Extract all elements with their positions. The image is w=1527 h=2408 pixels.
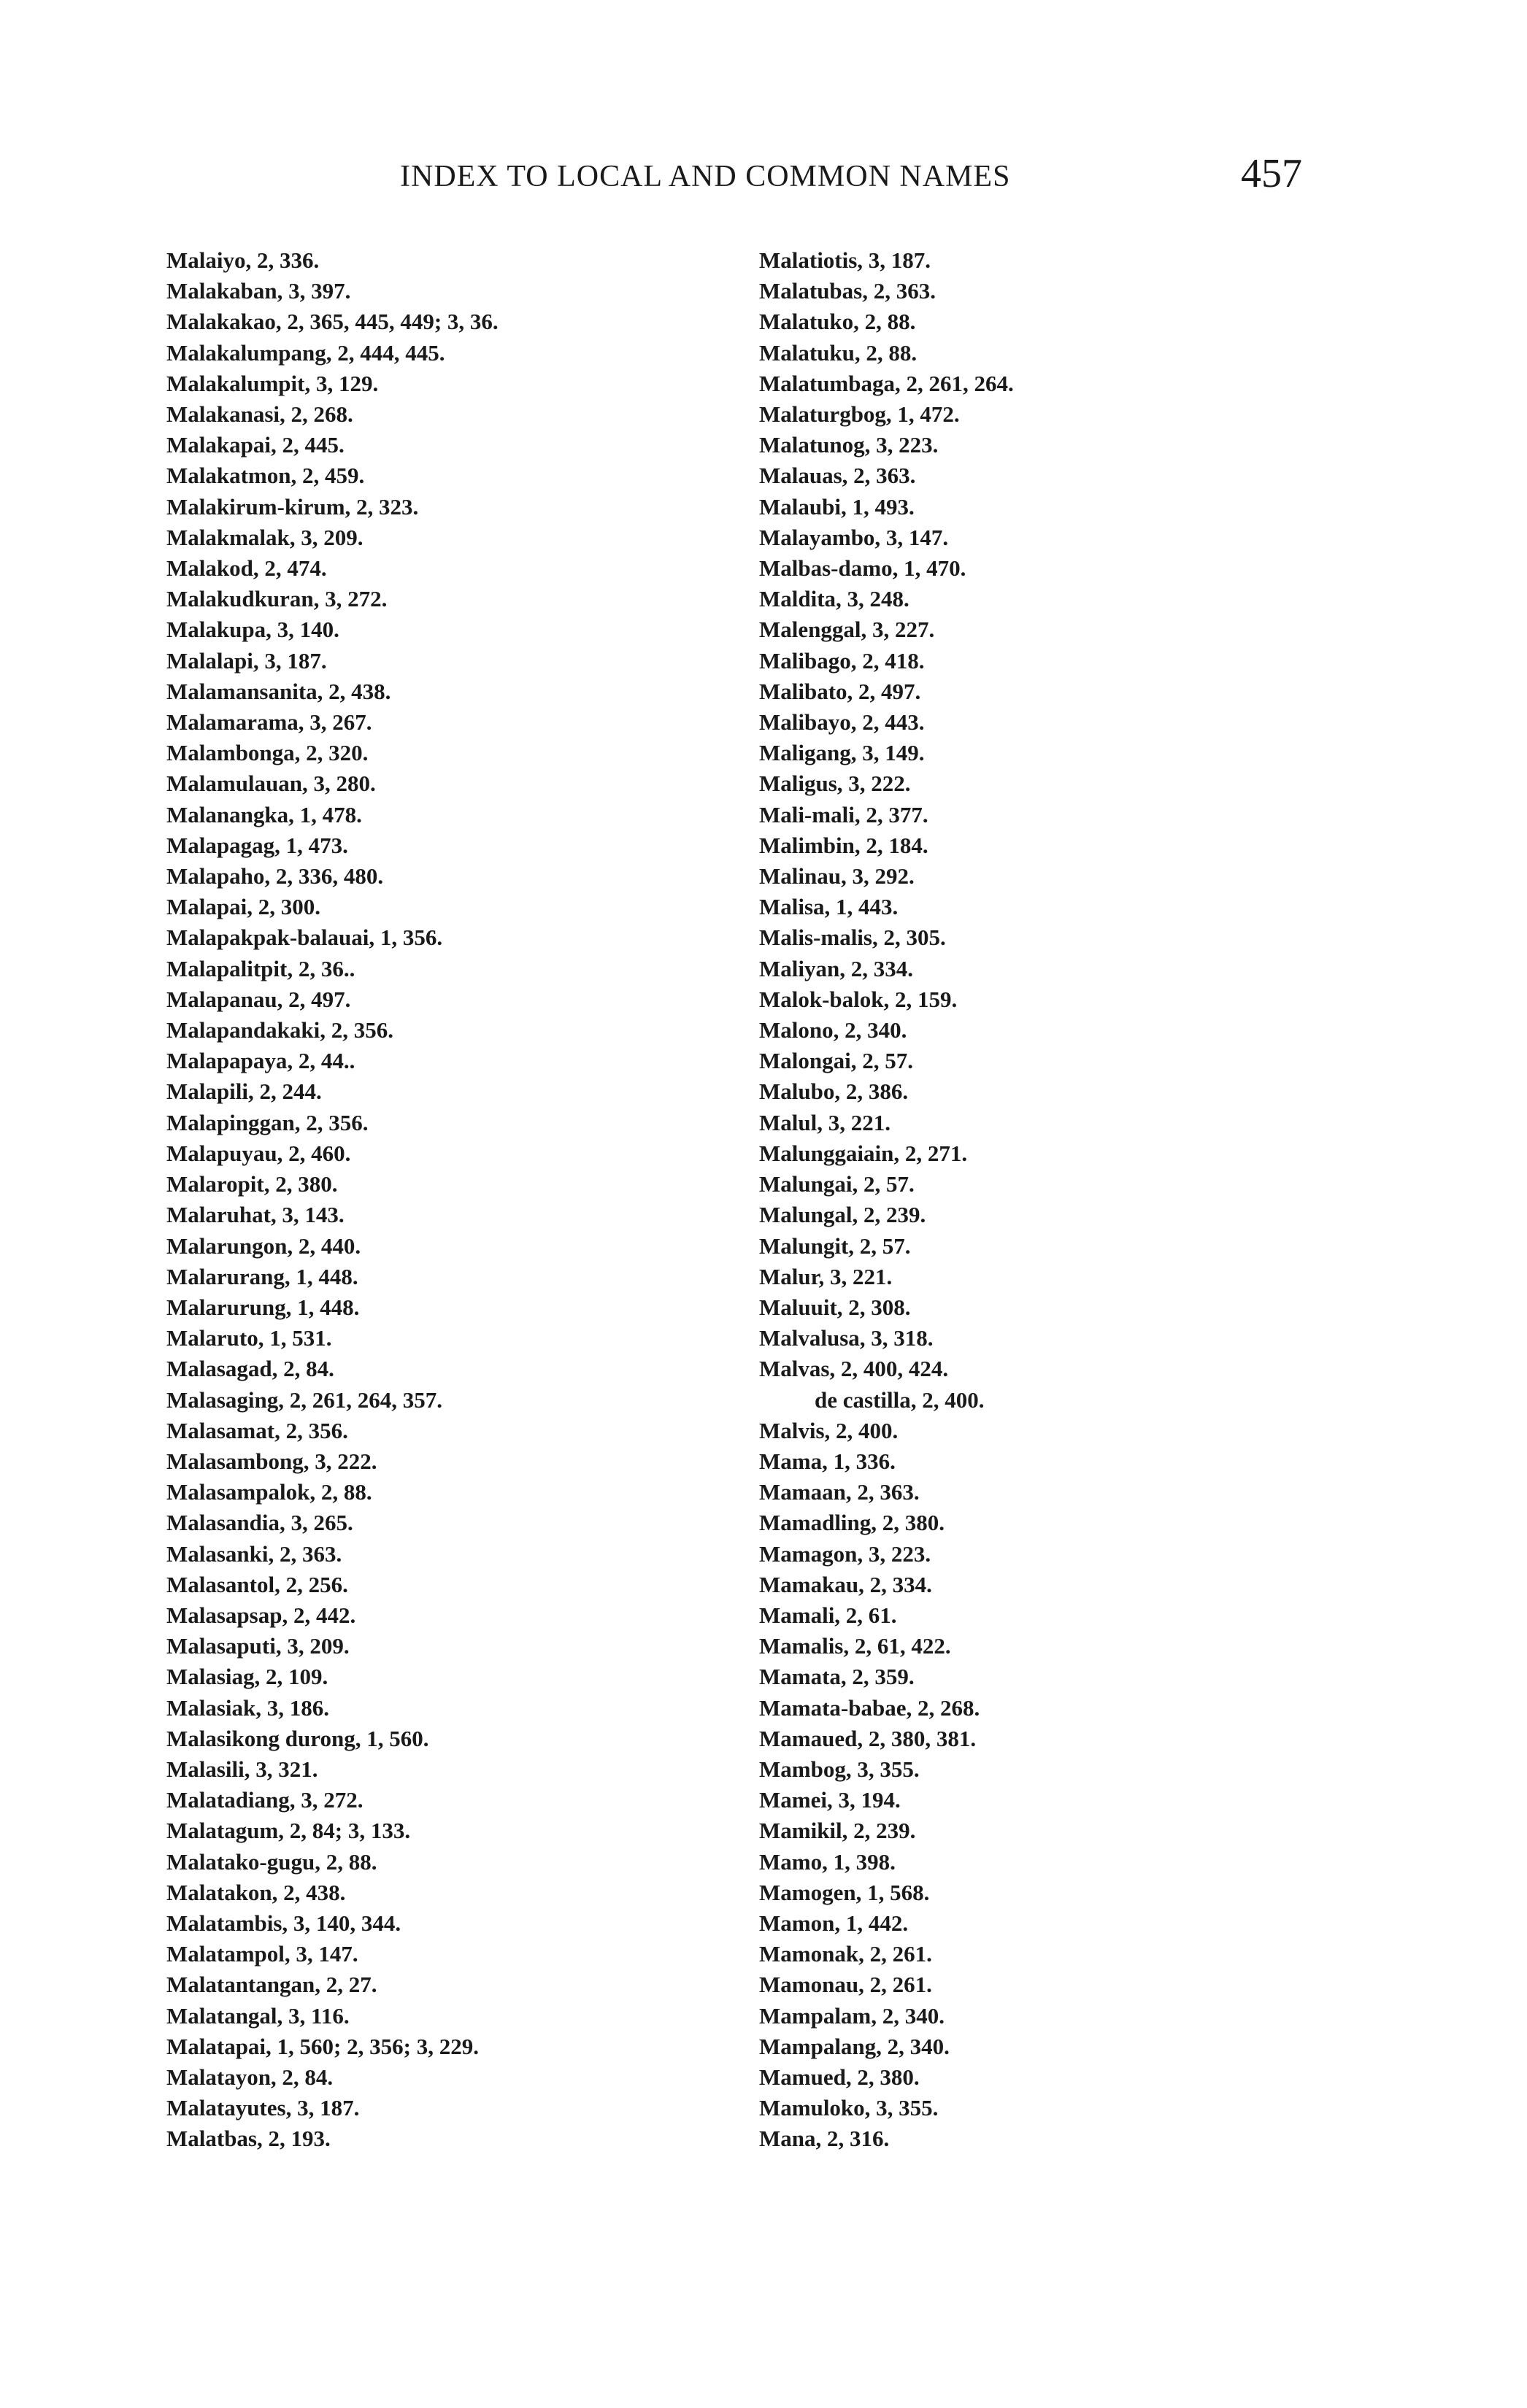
index-entry: Malasaputi, 3, 209. [166,1633,350,1659]
index-entry: Malapalitpit, 2, 36.. [166,955,355,981]
index-entry: Malamulauan, 3, 280. [166,771,376,797]
index-entry: Malatakon, 2, 438. [166,1879,346,1905]
index-entry: Malur, 3, 221. [759,1263,893,1289]
index-entry: Malatampol, 3, 147. [166,1941,358,1967]
index-entry: Malaubi, 1, 493. [759,493,915,520]
index-entry: Malasiag, 2, 109. [166,1664,328,1690]
index-subentry: de castilla, 2, 400. [815,1386,985,1413]
index-entry: Malatiotis, 3, 187. [759,247,931,273]
index-entry: Malakanasi, 2, 268. [166,401,353,428]
index-entry: Malaruhat, 3, 143. [166,1202,345,1228]
index-column-left [166,245,692,2155]
index-entry: Malakalumpang, 2, 444, 445. [166,339,445,366]
index-entry: Malasikong durong, 1, 560. [166,1725,429,1751]
index-entry: Malakmalak, 3, 209. [166,524,364,550]
index-column-right [759,245,1285,2155]
index-entry: Malakirum-kirum, 2, 323. [166,493,419,520]
index-entry: Malalapi, 3, 187. [166,647,327,674]
index-entry: Mamogen, 1, 568. [759,1879,930,1905]
index-entry: Malasambong, 3, 222. [166,1448,377,1474]
index-entry: Malakaban, 3, 397. [166,278,351,304]
index-entry: Mamakau, 2, 334. [759,1571,932,1597]
index-entry: Maluuit, 2, 308. [759,1294,911,1320]
index-entry: Malasamat, 2, 356. [166,1417,348,1443]
index-entry: Malayambo, 3, 147. [759,524,949,550]
index-entry: Malapagag, 1, 473. [166,832,348,858]
index-entry: Mamali, 2, 61. [759,1602,897,1628]
index-entry: Mampalam, 2, 340. [759,2002,945,2029]
index-entry: Malatangal, 3, 116. [166,2002,350,2029]
index-entry: Malaturgbog, 1, 472. [759,401,960,428]
index-entry: Malatumbaga, 2, 261, 264. [759,370,1014,396]
index-entry: Mama, 1, 336. [759,1448,896,1474]
index-entry: Mamo, 1, 398. [759,1848,896,1875]
index-entry: Mamonak, 2, 261. [759,1941,932,1967]
index-entry: Malenggal, 3, 227. [759,617,935,643]
index-entry: Mana, 2, 316. [759,2126,890,2152]
index-entry: Malapandakaki, 2, 356. [166,1017,393,1043]
index-entry: Malasapsap, 2, 442. [166,1602,356,1628]
index-entry: Malakalumpit, 3, 129. [166,370,379,396]
index-entry: Mampalang, 2, 340. [759,2033,950,2059]
index-entry: Malapanau, 2, 497. [166,986,351,1012]
index-entry: Malapakpak-balauai, 1, 356. [166,925,443,951]
running-head: INDEX TO LOCAL AND COMMON NAMES [400,160,1011,193]
index-entry: Mamagon, 3, 223. [759,1540,931,1567]
index-entry: Malok-balok, 2, 159. [759,986,958,1012]
index-entry: Malapai, 2, 300. [166,894,320,920]
index-entry: Malatunog, 3, 223. [759,432,939,458]
index-entry: Malarurang, 1, 448. [166,1263,358,1289]
index-entry: Malasagad, 2, 84. [166,1356,334,1382]
index-entry: Mamata, 2, 359. [759,1664,915,1690]
index-entry: Malasaging, 2, 261, 264, 357. [166,1386,443,1413]
index-entry: Malarungon, 2, 440. [166,1232,361,1259]
index-entry: Malvalusa, 3, 318. [759,1325,934,1351]
index-entry: Malisa, 1, 443. [759,894,899,920]
index-entry: Malapili, 2, 244. [166,1078,322,1105]
index-entry: Malakapai, 2, 445. [166,432,345,458]
index-entry: Malatbas, 2, 193. [166,2126,331,2152]
index-entry: Malambonga, 2, 320. [166,740,369,766]
index-entry: Malatako-gugu, 2, 88. [166,1848,377,1875]
index-entry: Malasiak, 3, 186. [166,1694,330,1721]
index-entry: Malatapai, 1, 560; 2, 356; 3, 229. [166,2033,479,2059]
index-entry: Malakakao, 2, 365, 445, 449; 3, 36. [166,309,499,335]
index-entry: Mamued, 2, 380. [759,2064,920,2090]
index-entry: Mali-mali, 2, 377. [759,801,928,827]
index-entry: Mamaan, 2, 363. [759,1479,920,1505]
index-entry: Malanangka, 1, 478. [166,801,362,827]
index-entry: Malatuku, 2, 88. [759,339,918,366]
index-entry: Malubo, 2, 386. [759,1078,909,1105]
index-entry: Malaiyo, 2, 336. [166,247,320,273]
index-entry: Malatubas, 2, 363. [759,278,936,304]
index-entry: Malakod, 2, 474. [166,555,327,582]
index-entry: Malatayon, 2, 84. [166,2064,334,2090]
index-entry: Maliyan, 2, 334. [759,955,913,981]
index-entry: Maligang, 3, 149. [759,740,925,766]
index-entry: Malungit, 2, 57. [759,1232,911,1259]
index-entry: Malasandia, 3, 265. [166,1510,353,1536]
index-entry: Malibato, 2, 497. [759,678,921,704]
index-entry: Maldita, 3, 248. [759,586,909,612]
index-entry: Mamon, 1, 442. [759,1910,909,1936]
index-entry: Malakupa, 3, 140. [166,617,339,643]
index-entry: Malamarama, 3, 267. [166,709,372,736]
index-entry: Mamuloko, 3, 355. [759,2095,939,2121]
index-entry: Malasantol, 2, 256. [166,1571,348,1597]
index-entry: Mambog, 3, 355. [759,1756,920,1782]
index-entry: Malul, 3, 221. [759,1109,891,1135]
index-entry: Malongai, 2, 57. [759,1048,913,1074]
index-entry: Mamikil, 2, 239. [759,1818,916,1844]
page-number: 457 [1241,151,1302,196]
index-entry: Malinau, 3, 292. [759,863,915,890]
index-entry: Malakatmon, 2, 459. [166,463,365,489]
index-entry: Malbas-damo, 1, 470. [759,555,966,582]
index-entry: Malono, 2, 340. [759,1017,907,1043]
index-entry: Malatambis, 3, 140, 344. [166,1910,401,1936]
index-entry: Malibago, 2, 418. [759,647,925,674]
index-entry: Malaruto, 1, 531. [166,1325,332,1351]
index-entry: Malamansanita, 2, 438. [166,678,391,704]
index-entry: Malauas, 2, 363. [759,463,916,489]
index-entry: Malapinggan, 2, 356. [166,1109,369,1135]
index-entry: Malimbin, 2, 184. [759,832,928,858]
index-entry: Malungal, 2, 239. [759,1202,926,1228]
index-entry: Malvas, 2, 400, 424. [759,1356,949,1382]
index-entry: Malibayo, 2, 443. [759,709,925,736]
index-entry: Mamonau, 2, 261. [759,1972,932,1998]
index-entry: Malasili, 3, 321. [166,1756,318,1782]
index-entry: Mamalis, 2, 61, 422. [759,1633,951,1659]
index-entry: Maligus, 3, 222. [759,771,911,797]
index-entry: Malaropit, 2, 380. [166,1171,338,1197]
index-entry: Mamaued, 2, 380, 381. [759,1725,977,1751]
index-entry: Malapaho, 2, 336, 480. [166,863,384,890]
index-entry: Malatantangan, 2, 27. [166,1972,377,1998]
index-entry: Malis-malis, 2, 305. [759,925,946,951]
index-entry: Mamadling, 2, 380. [759,1510,945,1536]
index-entry: Malasanki, 2, 363. [166,1540,342,1567]
index-entry: Malatagum, 2, 84; 3, 133. [166,1818,411,1844]
index-entry: Malakudkuran, 3, 272. [166,586,388,612]
index-entry: Malunggaiain, 2, 271. [759,1140,968,1166]
index-entry: Malasampalok, 2, 88. [166,1479,372,1505]
index-entry: Malapapaya, 2, 44.. [166,1048,355,1074]
index-entry: Malarurung, 1, 448. [166,1294,360,1320]
index-entry: Malatadiang, 3, 272. [166,1787,364,1813]
index-entry: Mamei, 3, 194. [759,1787,901,1813]
index-entry: Malatuko, 2, 88. [759,309,916,335]
index-entry: Malvis, 2, 400. [759,1417,899,1443]
index-entry: Mamata-babae, 2, 268. [759,1694,980,1721]
index-entry: Malapuyau, 2, 460. [166,1140,351,1166]
index-entry: Malatayutes, 3, 187. [166,2095,360,2121]
index-entry: Malungai, 2, 57. [759,1171,915,1197]
